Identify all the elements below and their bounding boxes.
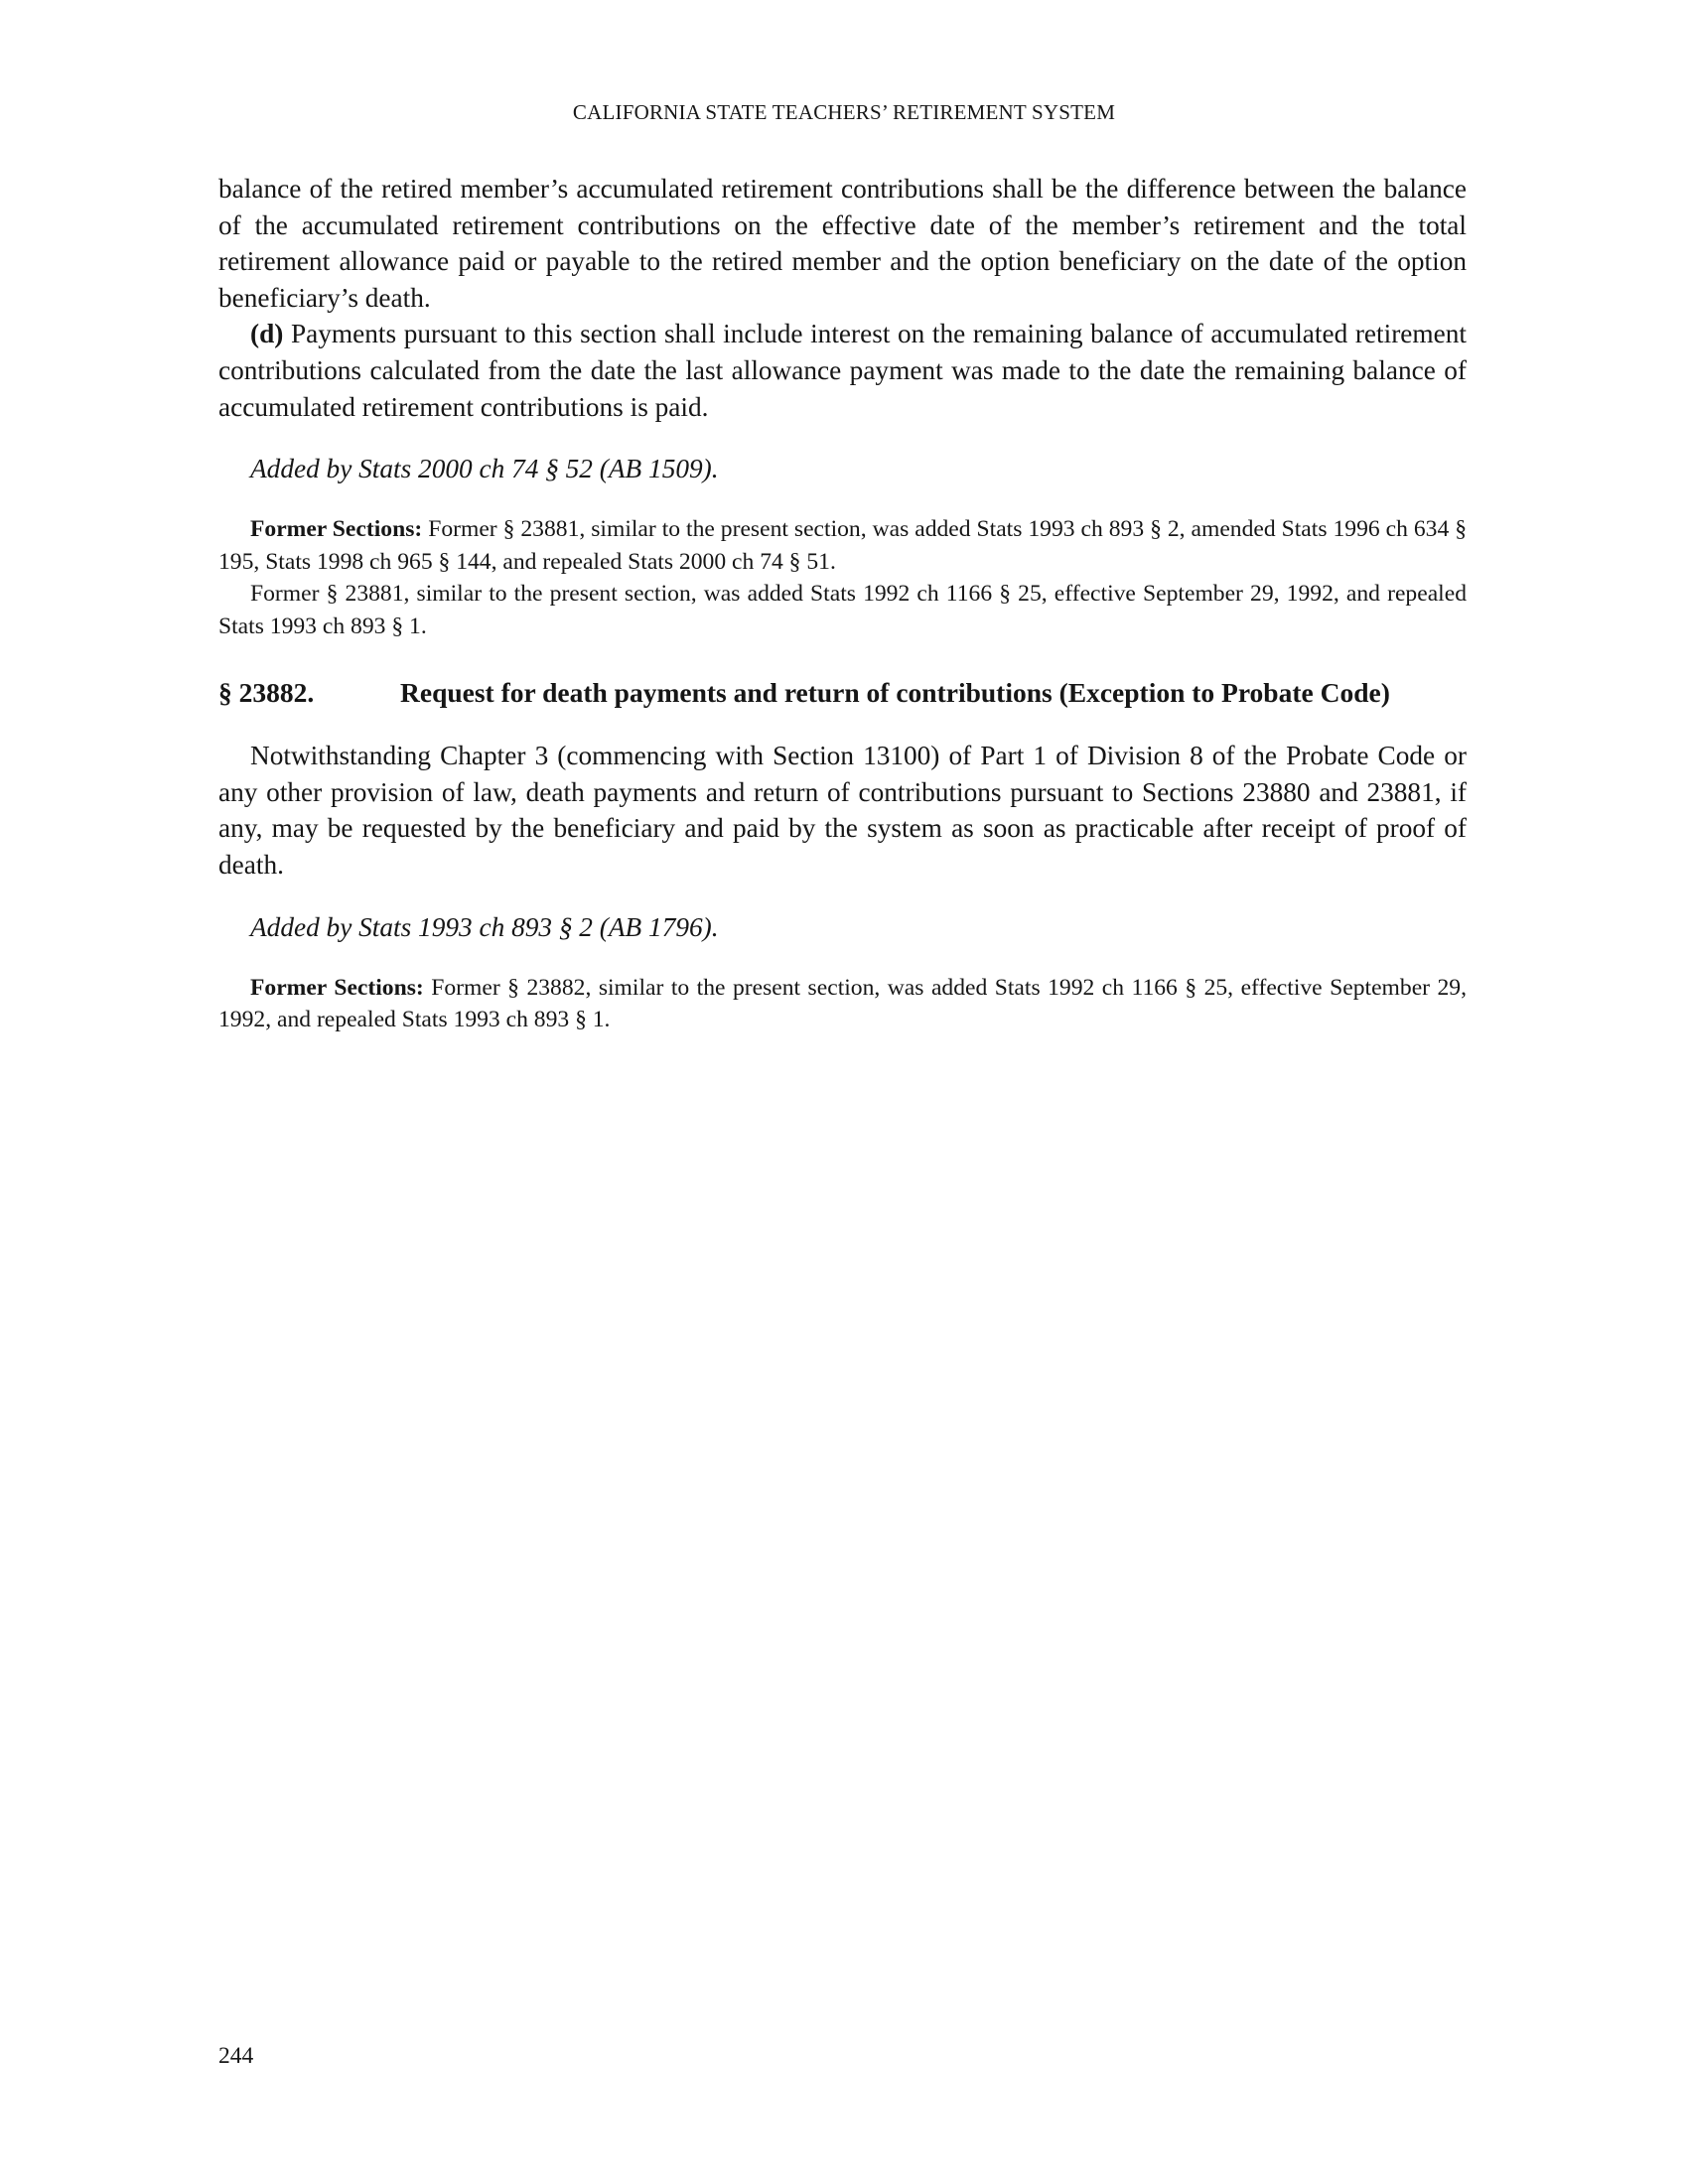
paragraph-d-text: Payments pursuant to this section shall include interest on the remaining balance of accumulated retirement contributions calculated from the date the last allowance payment was made to the date the remaining balance of accumulated retirement contributions is paid. (218, 319, 1467, 422)
section-23882-body: Notwithstanding Chapter 3 (commencing with Section 13100) of Part 1 of Division 8 of the Probate Code or any other provision of law, death payments and return of contributions pursuant to Sections 23880 and 23881, if any, may be requested by the beneficiary and paid by the system as soon as practicable after receipt of proof of death. (218, 741, 1467, 880)
former-sections-note (218, 972, 1467, 1036)
paragraph-c-continuation: balance of the retired member’s accumulated retirement contributions shall be the difference between the balance of the accumulated retirement contributions on the effective date of the member’s retirement and the total retirement allowance paid or payable to the retired member and the option beneficiary on the date of the option beneficiary’s death. (218, 174, 1467, 313)
section-title: Request for death payments and return of contributions (Exception to Probate Code) (400, 677, 1390, 709)
former-sections-text: Former § 23882, similar to the present section, was added Stats 1992 ch 1166 § 25, effective September 29, 1992, and repealed Stats 1993 ch 893 § 1. (218, 974, 1467, 1033)
section-23882-former-sections (218, 972, 1467, 1036)
former-sections-text: Former § 23881, similar to the present section, was added Stats 1993 ch 893 § 2, amended Stats 1996 ch 634 § 195, Stats 1998 ch 965 § 144, and repealed Stats 2000 ch 74 § 51. (218, 516, 1468, 575)
page-content (218, 171, 1467, 1036)
section-23881-former-sections (218, 513, 1467, 642)
former-sections-label: Former Sections: (250, 516, 423, 543)
paragraph-d (218, 316, 1467, 425)
section-number: § 23882. (218, 677, 315, 709)
section-23882-history: Added by Stats 1993 ch 893 § 2 (AB 1796). (250, 911, 719, 942)
former-sections-label: Former Sections: (250, 974, 424, 1001)
former-sections-note (218, 513, 1467, 578)
page-number: 244 (218, 2043, 254, 2069)
former-sections-note: Former § 23881, similar to the present section, was added Stats 1992 ch 1166 § 25, effective September 29, 1992, and repealed Stats 1993 ch 893 § 1. (218, 581, 1467, 639)
section-23881-history: Added by Stats 2000 ch 74 § 52 (AB 1509). (250, 454, 719, 484)
running-head: CALIFORNIA STATE TEACHERS’ RETIREMENT SYSTEM (572, 100, 1116, 124)
section-23882-heading (218, 675, 1467, 711)
paragraph-d-label: (d) (250, 319, 284, 349)
